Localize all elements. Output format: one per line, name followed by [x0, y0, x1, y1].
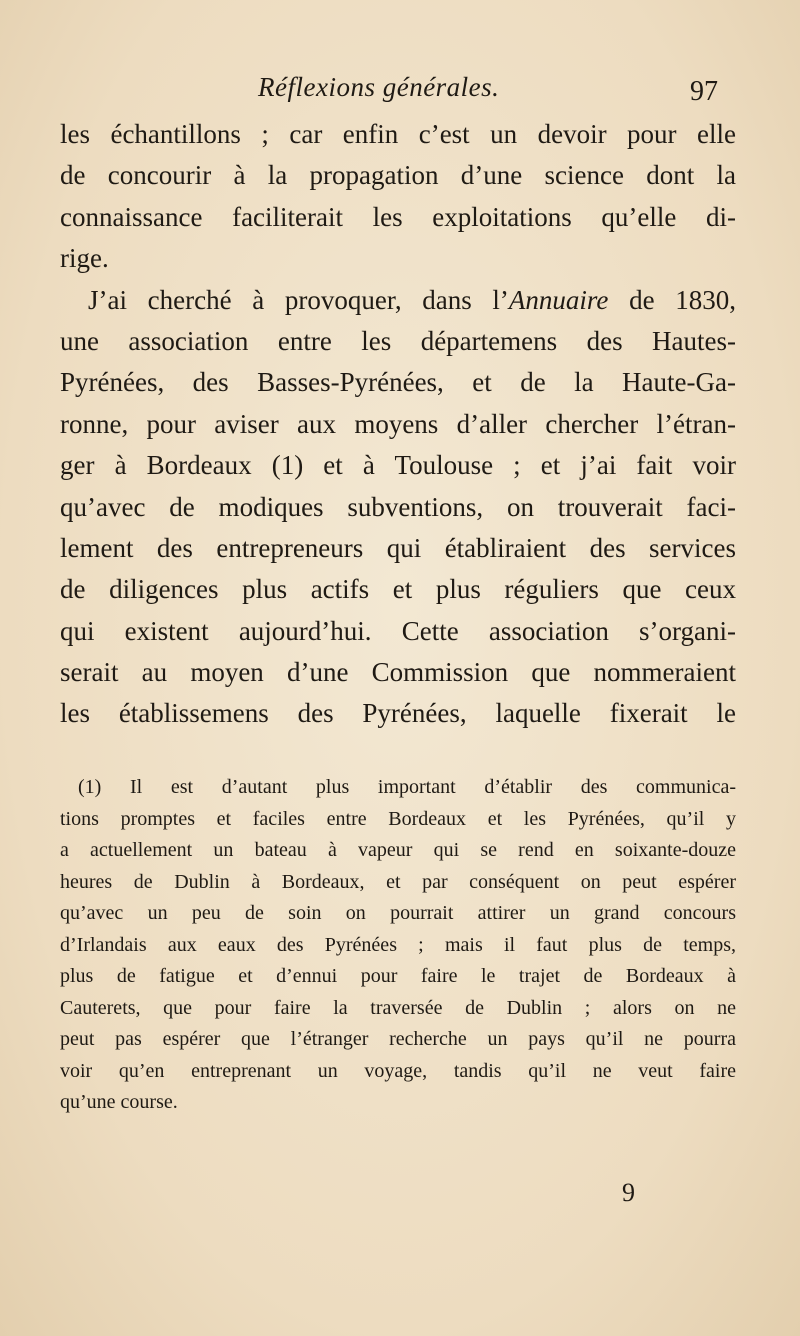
body-line: lement des entrepreneurs qui établiraient des services	[60, 532, 736, 563]
footnote-line: voir qu’en entreprenant un voyage, tandis qu’il ne veut faire	[60, 1059, 736, 1082]
signature-mark: 9	[622, 1178, 635, 1207]
page-number: 97	[690, 76, 718, 107]
footnote-line: heures de Dublin à Bordeaux, et par conséquent on peut espérer	[60, 870, 736, 893]
body-line: les établissemens des Pyrénées, laquelle fixerait le	[60, 698, 736, 729]
footnote-line: plus de fatigue et d’ennui pour faire le trajet de Bordeaux à	[60, 965, 736, 987]
body-line: qu’avec de modiques subventions, on trouverait faci-	[60, 491, 736, 522]
body-line: de diligences plus actifs et plus réguliers que ceux	[60, 574, 736, 605]
body-line: de concourir à la propagation d’une science dont la	[60, 160, 736, 191]
body-line: une association entre les départemens des Hautes-	[60, 325, 736, 356]
annuaire-title: Annuaire	[508, 284, 609, 315]
body-line: serait au moyen d’une Commission que nommeraient	[60, 657, 736, 688]
footnote	[60, 772, 736, 1119]
running-title: Réflexions générales.	[258, 72, 500, 102]
body-line-start: J’ai cherché à provoquer, dans l’	[88, 284, 509, 315]
footnote-line: (1) Il est d’autant plus important d’établir des communica-	[78, 776, 736, 798]
body-line: connaissance faciliterait les exploitations qu’elle di-	[60, 201, 736, 232]
body-text	[60, 114, 736, 735]
body-line-end: de 1830,	[608, 284, 737, 315]
body-line: Pyrénées, des Basses-Pyrénées, et de la Haute-Ga-	[60, 367, 736, 398]
footnote-line: tions promptes et faciles entre Bordeaux et les Pyrénées, qu’il y	[60, 807, 736, 830]
footnote-line: d’Irlandais aux eaux des Pyrénées ; mais il faut plus de temps,	[60, 933, 736, 956]
body-line: ronne, pour aviser aux moyens d’aller chercher l’étran-	[60, 408, 736, 439]
footnote-line: a actuellement un bateau à vapeur qui se rend en soixante-douze	[60, 839, 736, 861]
body-line: les échantillons ; car enfin c’est un devoir pour elle	[60, 119, 736, 149]
footnote-line: Cauterets, que pour faire la traversée de Dublin ; alors on ne	[60, 996, 736, 1019]
body-line: ger à Bordeaux (1) et à Toulouse ; et j’ai fait voir	[60, 450, 736, 481]
body-line-annuaire	[60, 280, 736, 321]
body-line: qui existent aujourd’hui. Cette association s’organi-	[60, 615, 736, 646]
footnote-line: qu’avec un peu de soin on pourrait attirer un grand concours	[60, 902, 736, 924]
footnote-line: peut pas espérer que l’étranger recherche un pays qu’il ne pourra	[60, 1028, 736, 1050]
body-line: rige.	[60, 243, 109, 274]
footnote-line: qu’une course.	[60, 1091, 178, 1113]
